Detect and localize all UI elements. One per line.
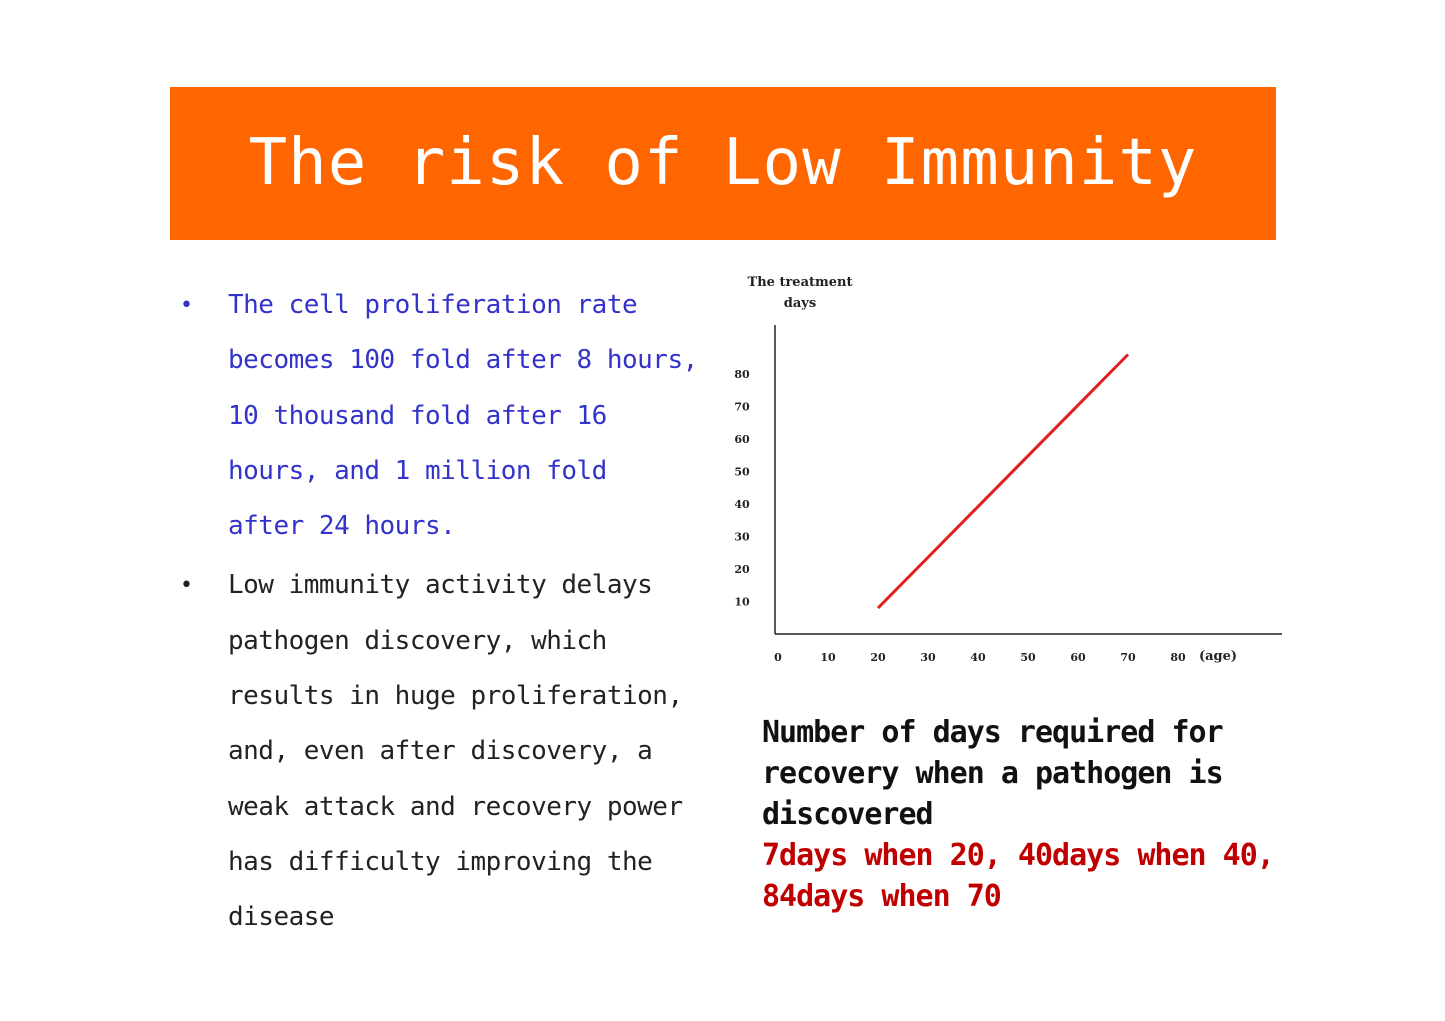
slide-title: The risk of Low Immunity bbox=[248, 126, 1198, 200]
y-tick-label: 50 bbox=[734, 465, 750, 479]
bullet-line: after 24 hours. bbox=[228, 511, 456, 542]
bullet-line: and, even after discovery, a bbox=[228, 736, 653, 767]
bullet-icon: • bbox=[180, 293, 193, 318]
chart-caption bbox=[762, 712, 1322, 917]
bullet-line: pathogen discovery, which bbox=[228, 625, 607, 656]
y-tick-label: 40 bbox=[734, 498, 750, 511]
caption-highlight-line: 7days when 20, 40days when 40, bbox=[762, 838, 1274, 873]
bullet-line: Low immunity activity delays bbox=[228, 570, 653, 601]
series-line bbox=[878, 355, 1128, 609]
title-banner bbox=[170, 87, 1276, 240]
x-tick-label: 20 bbox=[870, 651, 886, 664]
caption-line: Number of days required for bbox=[762, 715, 1223, 750]
caption-line: recovery when a pathogen is bbox=[762, 756, 1223, 791]
bullet-list bbox=[180, 278, 720, 946]
bullet-line: weak attack and recovery power bbox=[228, 791, 683, 822]
bullet-line: The cell proliferation rate bbox=[228, 290, 638, 320]
x-tick-label: 30 bbox=[920, 651, 936, 664]
bullet-line: disease bbox=[228, 902, 335, 933]
x-tick-label: 80 bbox=[1170, 651, 1186, 664]
bullet-item-proliferation bbox=[180, 278, 720, 554]
x-axis-label: (age) bbox=[1198, 649, 1238, 664]
x-tick-label: 50 bbox=[1020, 651, 1036, 664]
y-axis-label: days bbox=[783, 296, 817, 311]
bullet-item-low-immunity bbox=[180, 558, 720, 945]
treatment-days-chart bbox=[730, 265, 1290, 675]
caption-line: discovered bbox=[762, 797, 933, 832]
y-tick-label: 30 bbox=[734, 530, 750, 544]
y-tick-label: 70 bbox=[734, 400, 750, 414]
x-tick-label: 0 bbox=[774, 651, 782, 664]
x-tick-label: 10 bbox=[820, 651, 836, 664]
y-axis-label: The treatment bbox=[747, 275, 853, 290]
bullet-line: hours, and 1 million fold bbox=[228, 455, 607, 486]
bullet-line: becomes 100 fold after 8 hours, bbox=[228, 345, 698, 376]
y-tick-label: 80 bbox=[734, 368, 750, 381]
bullet-line: 10 thousand fold after 16 bbox=[228, 400, 607, 431]
x-tick-label: 70 bbox=[1120, 651, 1136, 664]
y-tick-label: 60 bbox=[734, 433, 750, 446]
y-tick-label: 20 bbox=[734, 563, 750, 576]
x-tick-label: 40 bbox=[970, 651, 986, 664]
caption-highlight-line: 84days when 70 bbox=[762, 879, 1001, 914]
bullet-icon: • bbox=[180, 573, 193, 599]
y-tick-label: 10 bbox=[734, 595, 750, 609]
bullet-line: results in huge proliferation, bbox=[228, 681, 683, 712]
bullet-line: has difficulty improving the bbox=[228, 846, 653, 877]
x-tick-label: 60 bbox=[1070, 651, 1086, 664]
